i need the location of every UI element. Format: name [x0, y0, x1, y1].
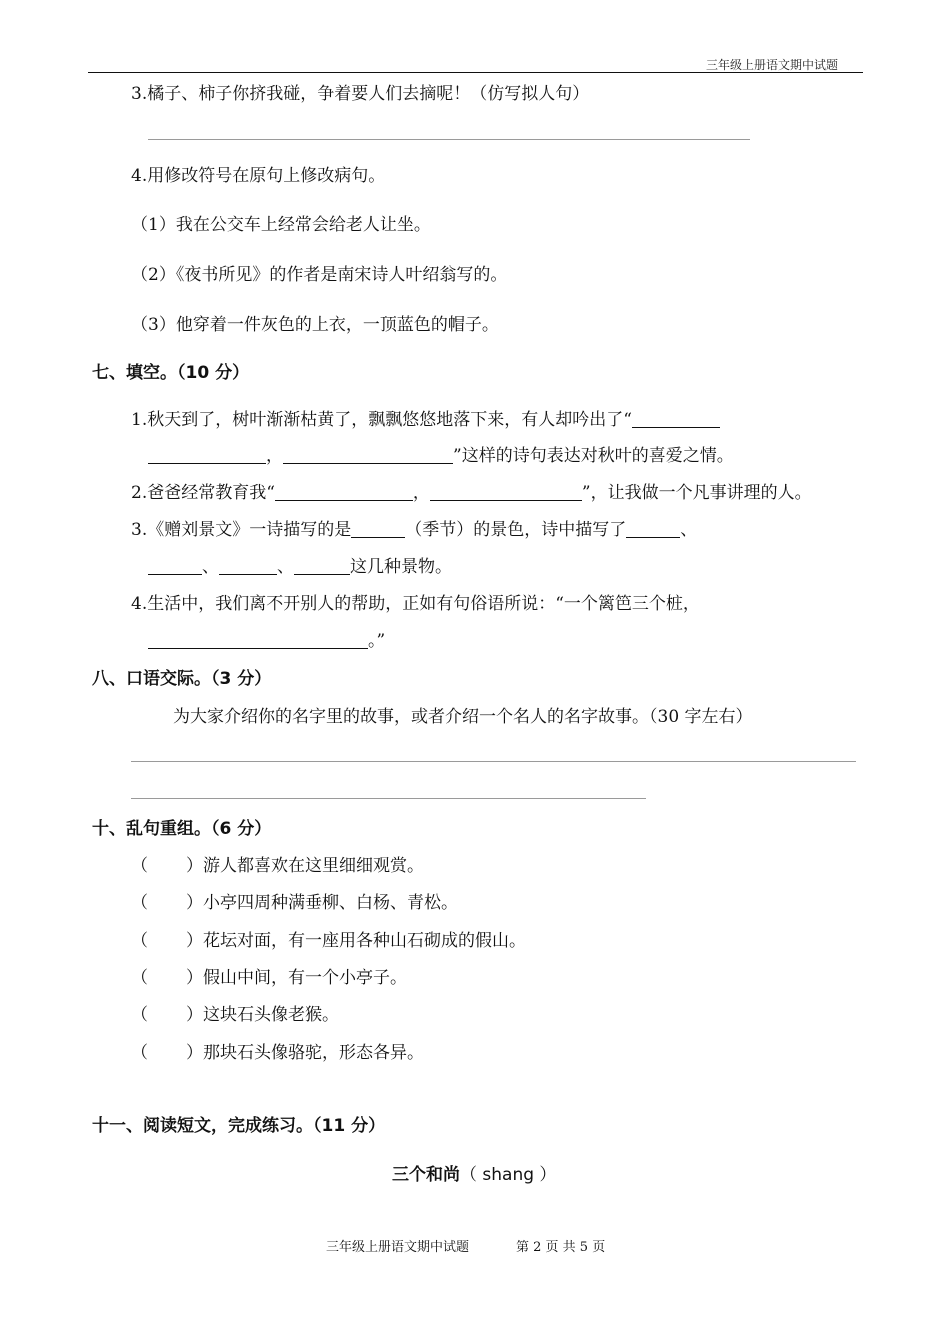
- question-text: 2.爸爸经常教育我“: [131, 483, 275, 503]
- question-7-4-cont: [148, 630, 385, 652]
- reorder-item: [131, 892, 458, 914]
- passage-title-pinyin: （ shang ）: [460, 1165, 557, 1185]
- question-6-3: 3.橘子、柿子你挤我碰，争着要人们去摘呢！（仿写拟人句）: [131, 84, 590, 104]
- bracket-close: ）: [186, 968, 203, 988]
- fill-blank[interactable]: [275, 483, 413, 501]
- reorder-text: 这块石头像老猴。: [203, 1005, 339, 1025]
- section-8-heading: 八、口语交际。（3 分）: [92, 669, 272, 689]
- question-7-3-cont: [148, 556, 452, 578]
- question-text: ”，让我做一个凡事讲理的人。: [581, 483, 812, 503]
- question-text: ”这样的诗句表达对秋叶的喜爱之情。: [453, 446, 734, 466]
- sentence-2: （2）《夜书所见》的作者是南宋诗人叶绍翁写的。: [131, 265, 508, 285]
- reorder-text: 那块石头像骆驼，形态各异。: [203, 1043, 424, 1063]
- passage-title-text: 三个和尚: [392, 1165, 460, 1185]
- answer-line: [131, 761, 856, 762]
- footer-page-number: 第 2 页 共 5 页: [516, 1240, 606, 1255]
- question-text: 这几种景物。: [350, 557, 452, 577]
- footer-title: 三年级上册语文期中试题: [326, 1240, 470, 1255]
- reorder-text: 游人都喜欢在这里细细观赏。: [203, 856, 424, 876]
- bracket-open: （: [131, 893, 148, 913]
- fill-blank[interactable]: [351, 520, 405, 538]
- section-10-heading: 十、乱句重组。（6 分）: [92, 819, 272, 839]
- header-rule: [88, 72, 863, 73]
- answer-line: [148, 139, 750, 140]
- bracket-close: ）: [186, 893, 203, 913]
- sentence-1: （1）我在公交车上经常会给老人让坐。: [131, 215, 431, 235]
- question-7-1: [131, 409, 720, 431]
- question-6-4: 4.用修改符号在原句上修改病句。: [131, 166, 386, 186]
- section-7-heading: 七、填空。（10 分）: [92, 363, 250, 383]
- question-7-1-cont: [148, 445, 734, 467]
- question-text: 1.秋天到了，树叶渐渐枯黄了，飘飘悠悠地落下来，有人却吟出了“: [131, 410, 632, 430]
- reorder-item: [131, 930, 526, 952]
- fill-blank[interactable]: [632, 410, 720, 428]
- reorder-item: [131, 855, 424, 877]
- question-7-3: [131, 519, 697, 541]
- bracket-close: ）: [186, 931, 203, 951]
- comma: ，: [412, 483, 430, 503]
- question-7-2: [131, 482, 812, 504]
- question-7-4: 4.生活中，我们离不开别人的帮助，正如有句俗语所说：“一个篱笆三个桩，: [131, 594, 700, 614]
- fill-blank[interactable]: [219, 557, 277, 575]
- question-text: （季节）的景色，诗中描写了: [405, 520, 627, 540]
- comma: ，: [266, 446, 283, 466]
- header-title: 三年级上册语文期中试题: [706, 58, 839, 72]
- reorder-text: 花坛对面，有一座用各种山石砌成的假山。: [203, 931, 526, 951]
- reorder-item: [131, 967, 407, 989]
- fill-blank[interactable]: [148, 557, 202, 575]
- fill-blank[interactable]: [430, 483, 582, 501]
- reorder-text: 小亭四周种满垂柳、白杨、青松。: [203, 893, 458, 913]
- question-text: 3.《赠刘景文》一诗描写的是: [131, 520, 352, 540]
- fill-blank[interactable]: [294, 557, 350, 575]
- bracket-open: （: [131, 968, 148, 988]
- fill-blank[interactable]: [148, 631, 368, 649]
- bracket-open: （: [131, 856, 148, 876]
- reorder-item: [131, 1042, 424, 1064]
- fill-blank[interactable]: [148, 446, 266, 464]
- bracket-open: （: [131, 1043, 148, 1063]
- bracket-open: （: [131, 931, 148, 951]
- bracket-close: ）: [186, 856, 203, 876]
- separator: 、: [277, 557, 294, 577]
- separator: 、: [680, 520, 698, 540]
- separator: 、: [202, 557, 219, 577]
- reorder-item: [131, 1004, 339, 1026]
- sentence-3: （3）他穿着一件灰色的上衣，一顶蓝色的帽子。: [131, 315, 499, 335]
- passage-title: [392, 1160, 556, 1185]
- reorder-text: 假山中间，有一个小亭子。: [203, 968, 407, 988]
- bracket-close: ）: [186, 1043, 203, 1063]
- answer-line: [131, 798, 646, 799]
- fill-blank[interactable]: [283, 446, 453, 464]
- bracket-open: （: [131, 1005, 148, 1025]
- fill-blank[interactable]: [626, 520, 680, 538]
- bracket-close: ）: [186, 1005, 203, 1025]
- section-11-heading: 十一、阅读短文，完成练习。（11 分）: [92, 1116, 386, 1136]
- question-text: 。”: [368, 631, 386, 651]
- section-8-prompt: 为大家介绍你的名字里的故事，或者介绍一个名人的名字故事。（30 字左右）: [173, 707, 753, 727]
